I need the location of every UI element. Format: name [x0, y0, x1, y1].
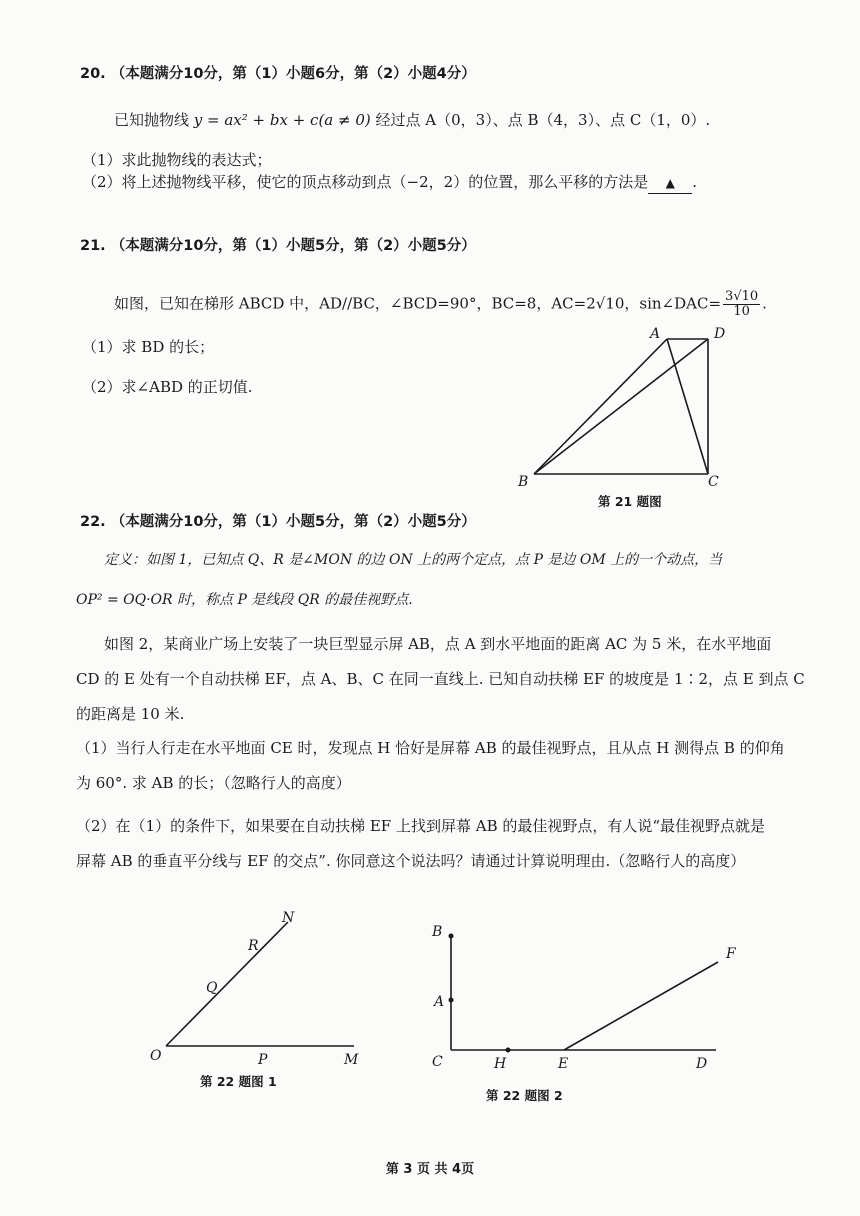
q21-part2: （2）求∠ABD 的正切值.: [82, 378, 253, 396]
q20-part1: （1）求此抛物线的表达式；: [82, 151, 272, 169]
q20-formula: y = ax² + bx + c(a ≠ 0): [193, 111, 371, 129]
q22-definition-line1: 定义：如图 1，已知点 Q、R 是∠MON 的边 ON 上的两个定点，点 P 是边 OM 上的一个动点，当: [104, 552, 723, 568]
q20-stem: [114, 110, 710, 130]
q22-header: 22. （本题满分10分，第（1）小题5分，第（2）小题5分）: [80, 514, 476, 530]
q20-stem-start: 已知抛物线: [114, 111, 194, 129]
label-f2: F: [726, 946, 736, 962]
label-n: N: [282, 910, 295, 926]
q22-figure2-caption: 第 22 题图 2: [486, 1088, 563, 1103]
escalator-figure: [420, 916, 750, 1076]
q22-part2-line2: 屏幕 AB 的垂直平分线与 EF 的交点”. 你同意这个说法吗？请通过计算说明理由.（忽略行人的高度）: [76, 852, 746, 870]
label-d2: D: [696, 1056, 708, 1072]
point-h: [506, 1048, 511, 1053]
q22-definition-line2: OP² = OQ·OR 时，称点 P 是线段 QR 的最佳视野点.: [76, 592, 413, 608]
q22-part1-line2: 为 60°. 求 AB 的长；（忽略行人的高度）: [76, 774, 351, 792]
q21-stem: [114, 290, 767, 319]
label-q: Q: [206, 980, 218, 996]
page-footer: 第 3 页 共 4页: [385, 1162, 475, 1177]
label-b2: B: [432, 924, 443, 940]
label-b: B: [518, 474, 529, 490]
label-a: A: [650, 326, 661, 342]
q22-part1-line1: （1）当行人行走在水平地面 CE 时，发现点 H 恰好是屏幕 AB 的最佳视野点，且从点 H 测得点 B 的仰角: [76, 739, 785, 757]
fraction-denominator: 10: [733, 304, 750, 319]
q22-paragraph-line2: CD 的 E 处有一个自动扶梯 EF，点 A、B、C 在同一直线上. 已知自动扶梯 EF 的坡度是 1∶2，点 E 到点 C: [76, 670, 805, 688]
label-r: R: [248, 938, 259, 954]
label-m: M: [344, 1052, 359, 1068]
q22-paragraph-line3: 的距离是 10 米.: [76, 705, 185, 723]
q21-stem-end: .: [762, 294, 767, 313]
q20-part2-end: .: [692, 173, 697, 191]
q20-stem-end: 经过点 A（0，3）、点 B（4，3）、点 C（1，0）.: [370, 111, 711, 129]
point-b: [449, 934, 454, 939]
q22-part2-line1: （2）在（1）的条件下，如果要在自动扶梯 EF 上找到屏幕 AB 的最佳视野点，有人说“最佳视野点就是: [76, 817, 766, 835]
label-d: D: [714, 326, 726, 342]
segment-ba: [534, 339, 667, 474]
q21-stem-text: 如图，已知在梯形 ABCD 中，AD//BC，∠BCD=90°，BC=8，AC=2√10，sin∠DAC=: [114, 294, 722, 313]
ray-on: [166, 922, 288, 1046]
label-c: C: [708, 474, 719, 490]
angle-figure: [140, 900, 380, 1075]
label-h2: H: [494, 1056, 507, 1072]
q21-part1: （1）求 BD 的长；: [82, 338, 215, 356]
trapezoid-figure: [510, 322, 740, 492]
q21-header: 21. （本题满分10分，第（1）小题5分，第（2）小题5分）: [80, 238, 476, 254]
q20-part2: [82, 172, 697, 194]
q22-figure1-caption: 第 22 题图 1: [200, 1074, 277, 1089]
q22-paragraph-line1: 如图 2，某商业广场上安装了一块巨型显示屏 AB，点 A 到水平地面的距离 AC 为 5 米，在水平地面: [104, 635, 772, 653]
label-c2: C: [432, 1054, 443, 1070]
point-a: [449, 998, 454, 1003]
segment-bd: [534, 339, 708, 474]
label-p: P: [258, 1052, 268, 1068]
escalator-ef: [564, 962, 718, 1050]
segment-ac: [667, 339, 708, 474]
answer-blank: ▲: [648, 173, 692, 194]
q21-figure-caption: 第 21 题图: [598, 494, 662, 509]
q20-part2-text: （2）将上述抛物线平移，使它的顶点移动到点（−2，2）的位置，那么平移的方法是: [82, 173, 649, 191]
sin-fraction: [723, 290, 760, 319]
fraction-numerator: 3√10: [725, 289, 759, 304]
q20-header: 20. （本题满分10分，第（1）小题6分，第（2）小题4分）: [80, 66, 476, 82]
label-e2: E: [558, 1056, 569, 1072]
label-o: O: [150, 1048, 162, 1064]
label-a2: A: [434, 994, 445, 1010]
